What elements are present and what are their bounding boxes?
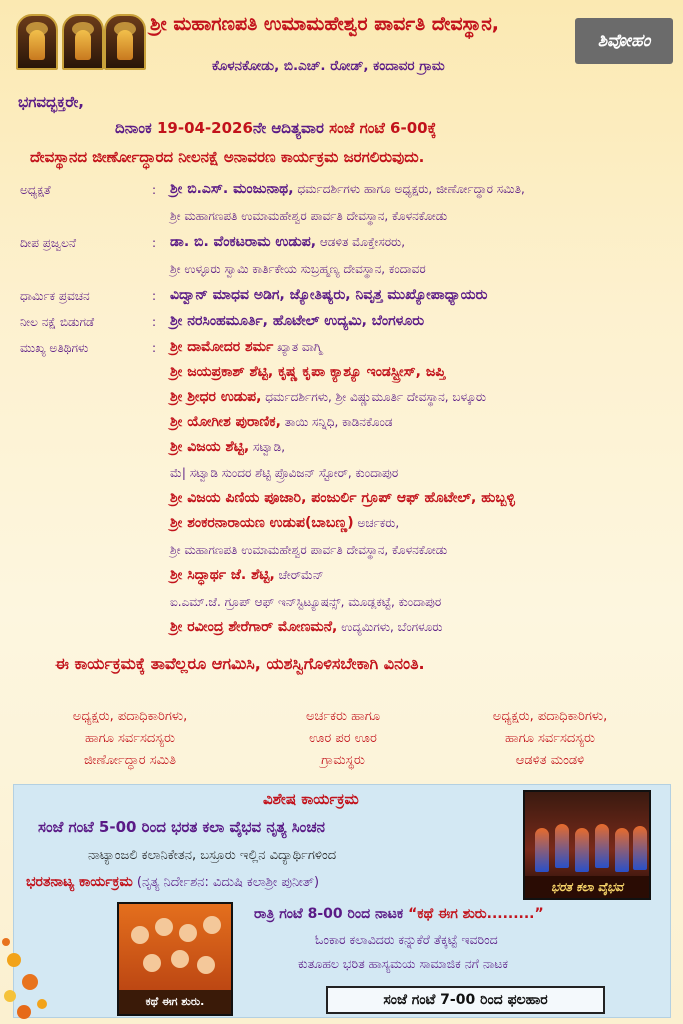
host-column-board <box>450 706 650 772</box>
host-line: ಅಧ್ಯಕ್ಷರು, ಪದಾಧಿಕಾರಿಗಳು, <box>72 709 188 724</box>
dance-line: ಸಂಜೆ ಗಂಟೆ 5-00 ರಿಂದ ಭರತ ಕಲಾ ವೈಭವ ನೃತ್ಯ ಸಿಂಚನ <box>38 818 325 836</box>
host-line: ಊರ ಪರ ಊರ <box>309 731 377 746</box>
role-label: ಮುಖ್ಯ ಅತಿಥಿಗಳು <box>20 341 89 355</box>
role-label: ಅಧ್ಯಕ್ಷತೆ <box>20 183 51 197</box>
guest-desc: ಧರ್ಮದರ್ಶಿಗಳು, ಶ್ರೀ ವಿಷ್ಣುಮೂರ್ತಿ ದೇವಸ್ಥಾನ, ಬಳ್ಕೂರು <box>265 390 487 404</box>
role-separator: : <box>152 183 157 197</box>
role-name: ವಿದ್ವಾನ್ ಮಾಧವ ಅಡಿಗ, ಜ್ಯೋತಿಷ್ಯರು, ನಿವೃತ್ತ ಮುಖ್ಯೋಪಾಧ್ಯಾಯರು <box>170 287 488 303</box>
drama-description: ಕುತೂಹಲ ಭರಿತ ಹಾಸ್ಯಮಯ ಸಾಮಾಜಿಕ ನಗೆ ನಾಟಕ <box>298 956 509 971</box>
bharatanatya-line <box>26 874 319 890</box>
guest-desc: ಉದ್ಯಮಿಗಳು, ಬೆಂಗಳೂರು <box>341 620 443 634</box>
invitation-text: ಈ ಕಾರ್ಯಕ್ರಮಕ್ಕೆ ತಾವೆಲ್ಲರೂ ಆಗಮಿಸಿ, ಯಶಸ್ವಿಗೊಳಿಸಬೇಕಾಗಿ ವಿನಂತಿ. <box>55 654 425 673</box>
guest-name: ಶ್ರೀ ದಾಮೋದರ ಶರ್ಮ <box>170 339 274 355</box>
date-line <box>115 119 436 137</box>
date-suffix: ನೇ ಆದಿತ್ಯವಾರ <box>252 119 324 137</box>
guest-line <box>170 619 442 635</box>
dance-photo <box>523 790 651 900</box>
drama-line <box>254 906 544 922</box>
guest-desc: ಮೆ| ಸಟ್ವಾಡಿ ಸುಂದರ ಶೆಟ್ಟಿ ಪ್ರೊವಿಜನ್ ಸ್ಟೋರ್, ಕುಂದಾಪುರ <box>170 466 399 480</box>
guest-name: ಶ್ರೀ ಯೋಗೀಶ ಪುರಾಣಿಕ, <box>170 414 281 430</box>
event-date: 19-04-2026 <box>156 119 253 137</box>
snacks-box: ಸಂಜೆ ಗಂಟೆ 7-00 ರಿಂದ ಫಲಹಾರ <box>326 986 605 1014</box>
guest-line <box>170 567 323 583</box>
host-line: ಗ್ರಾಮಸ್ಥರು <box>321 753 365 768</box>
host-column-villagers <box>258 706 428 772</box>
guest-name: ಶ್ರೀ ಜಯಪ್ರಕಾಶ್ ಶೆಟ್ಟಿ, ಕೃಷ್ಣ ಕೃಪಾ ಕ್ಯಾಶ್ಯೂ ಇಂಡಸ್ಟ್ರೀಸ್, ಜಪ್ತಿ <box>170 364 446 380</box>
role-label: ದೀಪ ಪ್ರಜ್ವಲನೆ <box>20 236 77 250</box>
guest-name: ಶ್ರೀ ರವೀಂದ್ರ ಶೇರೆಗಾರ್ ಮೋಣಮನೆ, <box>170 619 338 635</box>
guest-line <box>170 414 392 430</box>
date-prefix: ದಿನಾಂಕ <box>115 119 152 137</box>
guest-name: ಶ್ರೀ ವಿಜಯ ಪಿಣಿಯ ಪೂಜಾರಿ, ಪಂಜುರ್ಲಿ ಗ್ರೂಪ್ ಆಫ್ ಹೊಟೇಲ್, ಹುಬ್ಬಳ್ಳಿ <box>170 490 515 506</box>
guest-line <box>170 439 285 455</box>
host-column-committee <box>30 706 230 772</box>
guest-name: ಶ್ರೀ ಶ್ರೀಧರ ಉಡುಪ, <box>170 389 262 405</box>
guest-desc: ಚೇರ್‌ಮೆನ್ <box>278 568 324 582</box>
guest-line <box>170 490 515 506</box>
temple-title: ಶ್ರೀ ಮಹಾಗಣಪತಿ ಉಮಾಮಹೇಶ್ವರ ಪಾರ್ವತಿ ದೇವಸ್ಥಾನ, <box>150 13 500 35</box>
host-line: ಆಡಳಿತ ಮಂಡಳಿ <box>515 753 585 768</box>
salutation: ಭಗವದ್ಭಕ್ತರೇ, <box>18 93 84 111</box>
role-value <box>170 181 525 197</box>
host-line: ಹಾಗೂ ಸರ್ವಸದಸ್ಯರು <box>504 731 596 746</box>
host-line: ಜೀರ್ಣೋದ್ಧಾರ ಸಮಿತಿ <box>84 753 176 768</box>
guest-line <box>170 389 486 405</box>
event-description: ದೇವಸ್ಥಾನದ ಜೀರ್ಣೋದ್ಧಾರದ ನೀಲನಕ್ಷೆ ಅನಾವರಣ ಕಾರ್ಯಕ್ರಮ ಜರಗಲಿರುವುದು. <box>30 148 425 166</box>
shivoham-logo: ಶಿವೋಹಂ <box>575 18 673 64</box>
role-label: ನೀಲ ನಕ್ಷೆ ಬಿಡುಗಡೆ <box>20 315 95 329</box>
drama-troupe: ಓಂಕಾರ ಕಲಾವಿದರು ಕನ್ನುಕೆರೆ ತೆಕ್ಕಟ್ಟೆ ಇವರಿಂದ <box>315 932 498 947</box>
guest-line <box>170 339 322 355</box>
drama-poster <box>117 902 233 1016</box>
guest-line <box>170 466 398 481</box>
role-extra: ಶ್ರೀ ಉಳ್ಳೂರು ಸ್ವಾಮಿ ಕಾರ್ತಿಕೇಯ ಸುಬ್ರಹ್ಮಣ್ಯ ದೇವಸ್ಥಾನ, ಕಂದಾವರ <box>170 262 426 276</box>
guest-line <box>170 515 399 531</box>
role-value <box>170 234 405 250</box>
guest-desc: ತಾಯಿ ಸನ್ನಿಧಿ, ಕಾಡಿನಕೊಂಡ <box>284 415 393 429</box>
special-title: ವಿಶೇಷ ಕಾರ್ಯಕ್ರಮ <box>263 790 359 808</box>
host-line: ಅರ್ಚಕರು ಹಾಗೂ <box>305 709 381 724</box>
role-label: ಧಾರ್ಮಿಕ ಪ್ರವಚನ <box>20 289 90 303</box>
bharatanatya-director: (ನೃತ್ಯ ನಿರ್ದೇಶನ: ವಿದುಷಿ ಕಲಾಶ್ರೀ ಪುನೀತ್) <box>136 875 320 890</box>
drama-title: “ಕಥೆ ಈಗ ಶುರು.........” <box>408 906 544 922</box>
role-desc: ಧರ್ಮದರ್ಶಿಗಳು ಹಾಗೂ ಅಧ್ಯಕ್ಷರು, ಜೀರ್ಣೋದ್ಧಾರ ಸಮಿತಿ, <box>297 182 525 196</box>
role-separator: : <box>152 236 157 250</box>
school-line: ನಾಟ್ಯಾಂಜಲಿ ಕಲಾನಿಕೇತನ, ಬಸ್ರೂರು ಇಲ್ಲಿನ ವಿದ್ಯಾರ್ಥಿಗಳಿಂದ <box>88 848 337 863</box>
drama-caption: ಕಥೆ ಈಗ ಶುರು. <box>119 990 231 1014</box>
flower-decoration <box>0 930 60 1024</box>
bharatanatya-bold: ಭರತನಾಟ್ಯ ಕಾರ್ಯಕ್ರಮ <box>26 874 133 890</box>
guest-name: ಶ್ರೀ ವಿಜಯ ಶೆಟ್ಟಿ, <box>170 439 250 455</box>
host-line: ಹಾಗೂ ಸರ್ವಸದಸ್ಯರು <box>84 731 176 746</box>
guest-name: ಶ್ರೀ ಶಂಕರನಾರಾಯಣ ಉಡುಪ(ಬಾಬಣ್ಣ) <box>170 515 354 531</box>
deity-image-2 <box>62 14 104 70</box>
role-name: ಡಾ. ಬಿ. ವೆಂಕಟರಾಮ ಉಡುಪ, <box>170 234 317 250</box>
role-separator: : <box>152 341 157 355</box>
guest-name: ಶ್ರೀ ಸಿದ್ಧಾರ್ಥ ಜೆ. ಶೆಟ್ಟಿ, <box>170 567 275 583</box>
role-desc: ಆಡಳಿತ ಮೊಕ್ತೇಸರರು, <box>319 235 406 249</box>
role-name: ಶ್ರೀ ಬಿ.ಎಸ್. ಮಂಜುನಾಥ, <box>170 181 294 197</box>
event-time: ಸಂಜೆ ಗಂಟೆ 6-00ಕ್ಕೆ <box>329 119 437 137</box>
guest-desc: ಖ್ಯಾತ ವಾಗ್ಮಿ <box>277 340 323 354</box>
guest-line <box>170 595 441 610</box>
role-separator: : <box>152 289 157 303</box>
guest-line <box>170 543 447 558</box>
role-extra: ಶ್ರೀ ಮಹಾಗಣಪತಿ ಉಮಾಮಹೇಶ್ವರ ಪಾರ್ವತಿ ದೇವಸ್ಥಾನ, ಕೊಳನಕೋಡು <box>170 209 448 223</box>
guest-desc: ಅರ್ಚಕರು, <box>357 516 400 530</box>
guest-desc: ಐ.ಎಮ್.ಜೆ. ಗ್ರೂಪ್ ಆಫ್ ಇನ್‌ಸ್ಟಿಟ್ಯೂಷನ್ಸ್, ಮೂಡ್ಲಕಟ್ಟೆ, ಕುಂದಾಪುರ <box>170 595 442 609</box>
guest-desc: ಸಟ್ವಾಡಿ, <box>253 440 286 454</box>
deity-image-3 <box>104 14 146 70</box>
role-name: ಶ್ರೀ ನರಸಿಂಹಮೂರ್ತಿ, ಹೊಟೇಲ್ ಉದ್ಯಮಿ, ಬೆಂಗಳೂರು <box>170 313 425 329</box>
deity-image-1 <box>16 14 58 70</box>
role-separator: : <box>152 315 157 329</box>
guest-line <box>170 364 445 380</box>
host-line: ಅಧ್ಯಕ್ಷರು, ಪದಾಧಿಕಾರಿಗಳು, <box>492 709 608 724</box>
temple-address: ಕೊಳನಕೋಡು, ಬಿ.ಎಚ್. ರೋಡ್, ಕಂದಾವರ ಗ್ರಾಮ <box>212 58 445 74</box>
dance-caption: ಭರತ ಕಲಾ ವೈಭವ <box>525 876 649 898</box>
role-value <box>170 313 424 329</box>
drama-time: ರಾತ್ರಿ ಗಂಟೆ 8-00 ರಿಂದ ನಾಟಕ <box>254 906 404 922</box>
role-value <box>170 287 487 303</box>
guest-desc: ಶ್ರೀ ಮಹಾಗಣಪತಿ ಉಮಾಮಹೇಶ್ವರ ಪಾರ್ವತಿ ದೇವಸ್ಥಾನ, ಕೊಳನಕೋಡು <box>170 543 448 557</box>
